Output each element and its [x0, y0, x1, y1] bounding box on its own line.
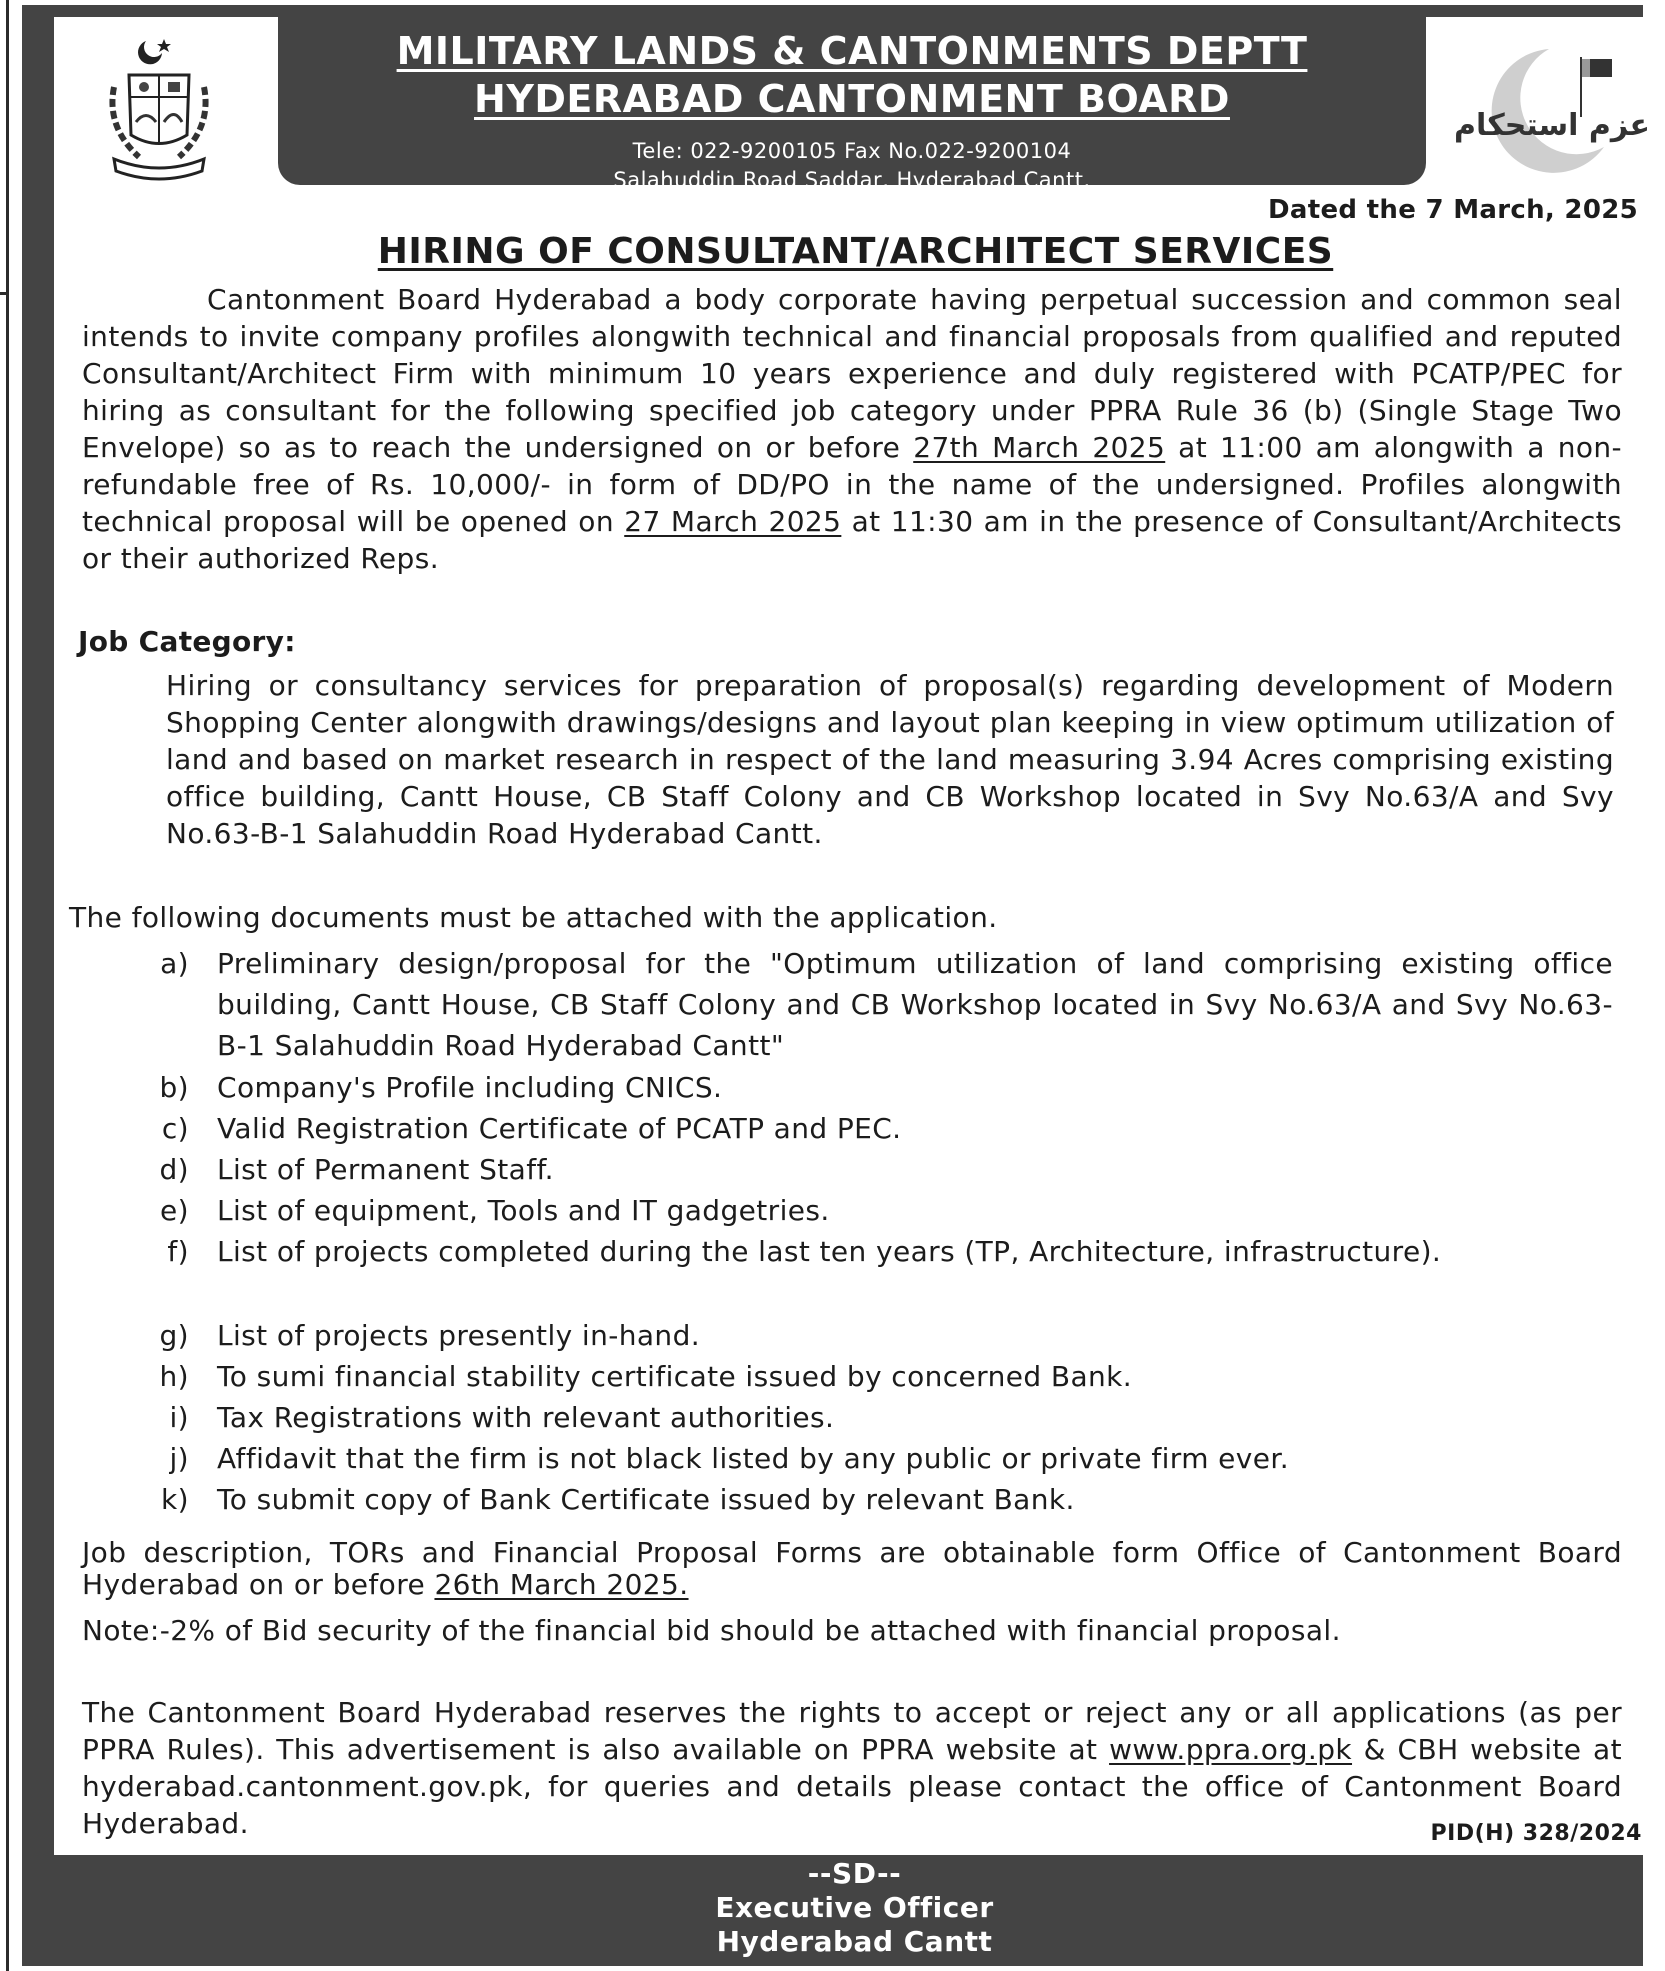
- contact-phone-fax: Tele: 022-9200105 Fax No.022-9200104: [632, 139, 1072, 163]
- date-line: Dated the 7 March, 2025: [1268, 195, 1638, 225]
- azm-e-istehkam-logo: [1454, 37, 1650, 182]
- list-item-text: List of Permanent Staff.: [217, 1153, 554, 1186]
- list-item-text: Valid Registration Certificate of PCATP and PEC.: [217, 1112, 902, 1145]
- closing-text-part1: The Cantonment Board Hyderabad reserves the rights to accept or reject any or all applications (as per PPRA Rules). This advertisement is also available on PPRA website at: [82, 1696, 1622, 1766]
- signature-block: [44, 1855, 1665, 1959]
- list-item-text: Affidavit that the firm is not black listed by any public or private firm ever.: [217, 1442, 1290, 1475]
- list-item-text: To sumi financial stability certificate issued by concerned Bank.: [217, 1360, 1133, 1393]
- list-item-text: List of projects completed during the last ten years (TP, Architecture, infrastructure).: [217, 1235, 1442, 1268]
- list-item-letter: h): [159, 1360, 189, 1393]
- list-item-letter: c): [161, 1112, 189, 1145]
- list-item-text: Company's Profile including CNICS.: [217, 1071, 723, 1104]
- list-item-text: Preliminary design/proposal for the "Optimum utilization of land comprising existing office building, Cantt House, CB Staff Colony and CB Workshop located in Svy No.63/A and Svy No.63-B-1 Salahuddin Road Hyderabad Cantt": [217, 947, 1613, 1062]
- advertisement-frame: [22, 5, 1650, 1966]
- left-border-line: [6, 0, 9, 1971]
- board-name: HYDERABAD CANTONMENT BOARD: [474, 77, 1230, 121]
- intro-text-part1: Cantonment Board Hyderabad a body corporate having perpetual succession and common seal intends to invite company profiles alongwith technical and financial proposals from qualified and reputed Consultant/Architect Firm with minimum 10 years experience and duly registered with PCATP/PEC for hiring as consultant for the following specified job category under PPRA Rule 36 (b) (Single Stage Two Envelope) so as to reach the undersigned on or before: [82, 283, 1622, 464]
- job-category-text: Hiring or consultancy services for preparation of proposal(s) regarding development of Modern Shopping Center alongwith drawings/designs and layout plan keeping in view optimum utilization of land and based on market research in respect of the land measuring 3.94 Acres comprising existing office building, Cantt House, CB Staff Colony and CB Workshop located in Svy No.63/A and Svy No.63-B-1 Salahuddin Road Hyderabad Cantt.: [166, 669, 1614, 850]
- list-item-text: Tax Registrations with relevant authorities.: [217, 1401, 835, 1434]
- publication-id: PID(H) 328/2024: [1430, 1821, 1642, 1846]
- svg-text:عزم استحکام: عزم استحکام: [1454, 108, 1650, 143]
- left-border-tick: [0, 292, 8, 295]
- department-name: MILITARY LANDS & CANTONMENTS DEPTT: [396, 29, 1308, 73]
- contact-address: Salahuddin Road Saddar, Hyderabad Cantt.: [613, 168, 1091, 192]
- submission-deadline: 27th March 2025: [913, 431, 1166, 464]
- forms-deadline: 26th March 2025.: [434, 1568, 689, 1601]
- closing-paragraph: [82, 1694, 1622, 1842]
- advertisement-sheet: [54, 17, 1657, 1855]
- list-item-letter: i): [169, 1401, 189, 1434]
- documents-intro: The following documents must be attached with the application.: [69, 901, 998, 934]
- signatory-designation: Executive Officer: [715, 1891, 994, 1924]
- job-category-heading: Job Category:: [78, 625, 296, 658]
- list-item-letter: a): [160, 947, 189, 980]
- list-item-letter: d): [159, 1153, 189, 1186]
- signature-sd: --SD--: [807, 1857, 902, 1890]
- intro-paragraph: [82, 281, 1622, 577]
- job-description-paragraph: [82, 1537, 1622, 1601]
- ppra-website-link: www.ppra.org.pk: [1109, 1733, 1353, 1766]
- bid-security-note: Note:-2% of Bid security of the financial bid should be attached with financial proposal.: [82, 1614, 1341, 1647]
- job-description-text: Job description, TORs and Financial Proposal Forms are obtainable form Office of Cantonment Board Hyderabad on or before: [82, 1536, 1622, 1601]
- list-item-letter: e): [160, 1194, 189, 1227]
- intro-text-part2: at 11:00 am alongwith a non-refundable free of Rs. 10,000/- in form of DD/PO in the name of the undersigned. Profiles alongwith technical proposal will be opened on: [82, 431, 1623, 538]
- list-item-text: List of equipment, Tools and IT gadgetries.: [217, 1194, 830, 1227]
- intro-text-part3: at 11:30 am in the presence of Consultant/Architects or their authorized Reps.: [82, 505, 1622, 575]
- list-item-letter: j): [169, 1442, 189, 1475]
- opening-date: 27 March 2025: [624, 505, 842, 538]
- closing-text-part2: & CBH website at hyderabad.cantonment.gov.pk, for queries and details please contact the office of Cantonment Board Hyderabad.: [82, 1733, 1622, 1840]
- list-item-text: To submit copy of Bank Certificate issued by relevant Bank.: [217, 1483, 1075, 1516]
- signatory-location: Hyderabad Cantt: [716, 1925, 993, 1958]
- government-emblem-icon: [84, 27, 234, 187]
- header-banner: [278, 17, 1426, 192]
- list-item-text: List of projects presently in-hand.: [217, 1319, 701, 1352]
- list-item-letter: k): [161, 1483, 189, 1516]
- page-title: HIRING OF CONSULTANT/ARCHITECT SERVICES: [377, 231, 1334, 272]
- list-item-letter: g): [159, 1319, 189, 1352]
- list-item-letter: f): [167, 1235, 189, 1268]
- list-item-letter: b): [159, 1071, 189, 1104]
